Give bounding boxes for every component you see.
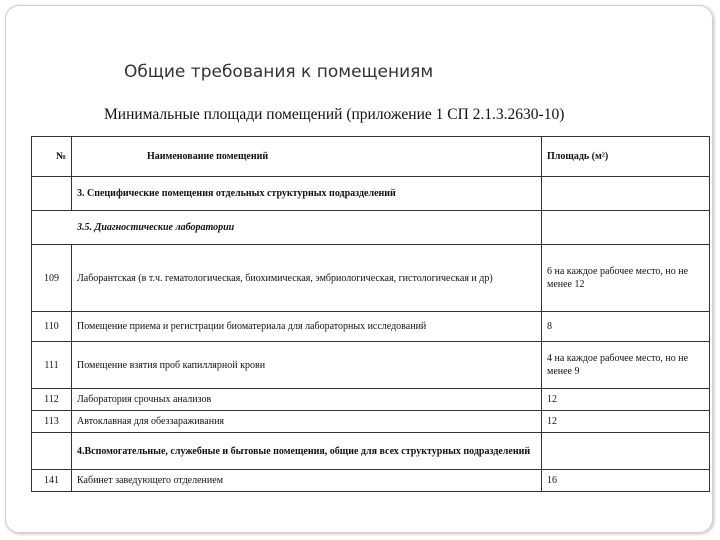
- requirements-table: [31, 136, 710, 492]
- row-area: 12: [542, 411, 710, 433]
- empty-cell: [542, 177, 710, 211]
- section-4-title: 4.Вспомогательные, служебные и бытовые помещения, общие для всех структурных подразделений: [72, 433, 542, 470]
- section-4-row: [32, 433, 710, 470]
- header-name-label: Наименование помещений: [147, 151, 269, 162]
- slide-subtitle: Минимальные площади помещений (приложение 1 СП 2.1.3.2630-10): [104, 106, 565, 123]
- section-3-5-row: [32, 211, 710, 245]
- slide-title: Общие требования к помещениям: [124, 62, 434, 82]
- table-row: [32, 342, 710, 389]
- row-area: 8: [542, 312, 710, 342]
- row-number: 141: [32, 470, 72, 492]
- row-name: Кабинет заведующего отделением: [72, 470, 542, 492]
- row-area: 16: [542, 470, 710, 492]
- header-number: №: [32, 137, 72, 177]
- row-name: Автоклавная для обеззараживания: [72, 411, 542, 433]
- row-number: 111: [32, 342, 72, 389]
- header-name: [72, 137, 542, 177]
- row-area: 6 на каждое рабочее место, но не менее 12: [542, 245, 710, 312]
- row-number: 109: [32, 245, 72, 312]
- table-row: [32, 389, 710, 411]
- row-number: 113: [32, 411, 72, 433]
- empty-cell: [542, 433, 710, 470]
- row-name: Помещение приема и регистрации биоматериала для лабораторных исследований: [72, 312, 542, 342]
- empty-cell: [32, 177, 72, 211]
- header-area: Площадь (м²): [542, 137, 710, 177]
- section-3-5-title: 3.5. Диагностические лаборатории: [32, 211, 542, 245]
- table-row: [32, 312, 710, 342]
- row-area: 12: [542, 389, 710, 411]
- row-name: Лаборантская (в т.ч. гематологическая, биохимическая, эмбриологическая, гистологическая и др): [72, 245, 542, 312]
- row-number: 110: [32, 312, 72, 342]
- row-number: 112: [32, 389, 72, 411]
- empty-cell: [542, 211, 710, 245]
- section-3-row: [32, 177, 710, 211]
- table-row: [32, 411, 710, 433]
- empty-cell: [32, 433, 72, 470]
- table-header-row: [32, 137, 710, 177]
- table-row: [32, 470, 710, 492]
- row-area: 4 на каждое рабочее место, но не менее 9: [542, 342, 710, 389]
- row-name: Лаборатория срочных анализов: [72, 389, 542, 411]
- table-row: [32, 245, 710, 312]
- row-name: Помещение взятия проб капиллярной крови: [72, 342, 542, 389]
- section-3-title: 3. Специфические помещения отдельных структурных подразделений: [72, 177, 542, 211]
